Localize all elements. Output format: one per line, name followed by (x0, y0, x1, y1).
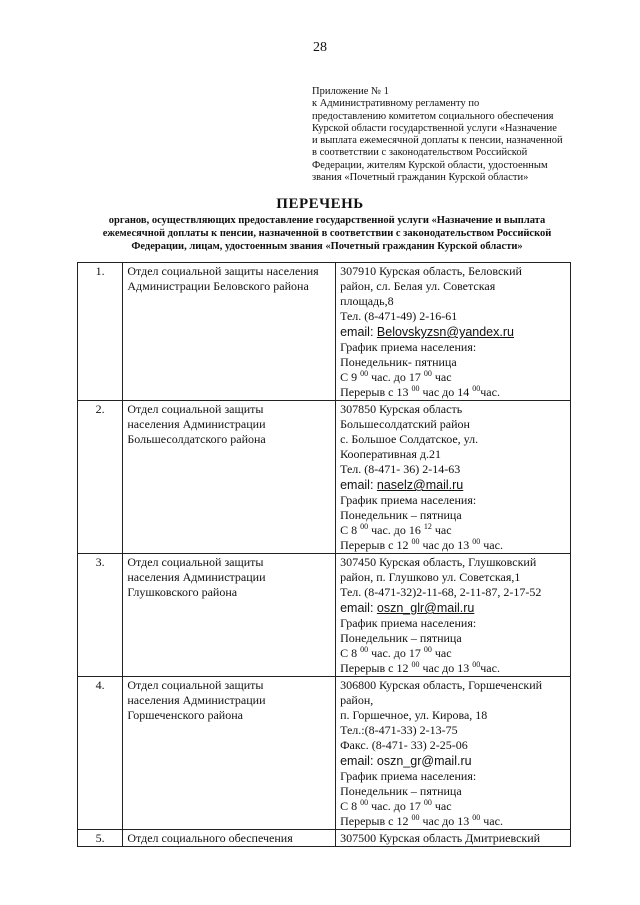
table-row (78, 401, 571, 554)
schedule-line: Понедельник – пятница (340, 508, 462, 522)
hours-minutes: 00 (423, 369, 432, 378)
break-hours (340, 385, 566, 400)
break-text: час до 13 (419, 538, 473, 552)
working-hours (340, 646, 566, 661)
organization-cell (123, 677, 336, 830)
hours-text: С 8 (340, 523, 361, 537)
organization-line: Глушковского района (127, 585, 238, 599)
address-cell (336, 263, 571, 401)
hours-minutes: 00 (360, 369, 369, 378)
address-line: район, сл. Белая ул. Советская (340, 279, 496, 293)
appendix-line: Приложение № 1 (312, 86, 389, 97)
break-text: час до 14 (419, 385, 473, 399)
break-text: час. (480, 661, 500, 675)
row-number: 5. (78, 830, 123, 847)
organization-line: Отдел социального обеспечения (127, 831, 293, 845)
phone-line: Тел. (8-471-49) 2-16-61 (340, 309, 458, 323)
break-text: час. (480, 385, 500, 399)
organization-line: Большесолдатского района (127, 432, 266, 446)
working-hours (340, 370, 566, 385)
hours-text: час (431, 799, 452, 813)
address-line: 307500 Курская область Дмитриевский (340, 831, 541, 845)
break-text: Перерыв с 12 (340, 661, 412, 675)
hours-minutes: 00 (423, 798, 432, 807)
appendix-line: и выплата ежемесячной доплаты к пенсии, назначенной (312, 135, 563, 147)
email-link[interactable]: Belovskyzsn@yandex.ru (376, 325, 514, 339)
break-hours (340, 661, 566, 676)
address-line: Большесолдатский район (340, 417, 470, 431)
address-line: 307910 Курская область, Беловский (340, 264, 522, 278)
break-hours (340, 538, 566, 553)
email-link[interactable]: naselz@mail.ru (376, 478, 464, 492)
break-hours (340, 814, 566, 829)
organization-line: Отдел социальной защиты (127, 678, 264, 692)
break-text: Перерыв с 12 (340, 814, 412, 828)
address-cell (336, 554, 571, 677)
table-row (78, 263, 571, 401)
appendix-line: звания «Почетный гражданин Курской области» (312, 172, 529, 184)
email-link[interactable]: oszn_gr@mail.ru (376, 754, 472, 768)
appendix-line: Федерации, жителям Курской области, удостоенным (312, 159, 548, 171)
break-text: Перерыв с 12 (340, 538, 412, 552)
email-label: email: (340, 754, 377, 768)
organization-line: Горшеченского района (127, 708, 243, 722)
phone-line: Тел. (8-471- 36) 2-14-63 (340, 462, 461, 476)
address-line: Кооперативная д.21 (340, 447, 441, 461)
organization-cell (123, 554, 336, 677)
row-number: 4. (78, 677, 123, 830)
row-number: 2. (78, 401, 123, 554)
organization-cell (123, 401, 336, 554)
appendix-line: к Административному регламенту по (312, 98, 480, 110)
organization-line: населения Администрации (127, 417, 266, 431)
schedule-line: График приема населения: (340, 340, 477, 354)
address-cell (336, 677, 571, 830)
phone-line: Тел.:(8-471-33) 2-13-75 (340, 723, 458, 737)
break-minutes: 00 (472, 384, 481, 393)
subtitle-line: Федерации, лицам, удостоенным звания «Почетный гражданин Курской области» (131, 241, 523, 252)
break-text: час. (480, 814, 503, 828)
organization-line: Отдел социальной защиты (127, 555, 264, 569)
document-title: ПЕРЕЧЕНЬ (276, 196, 364, 212)
hours-text: час (431, 523, 452, 537)
address-cell (336, 830, 571, 847)
address-line: 306800 Курская область, Горшеченский (340, 678, 543, 692)
hours-text: час (431, 370, 452, 384)
organization-line: Отдел социальной защиты (127, 402, 264, 416)
break-minutes: 00 (472, 813, 481, 822)
organization-line: населения Администрации (127, 570, 266, 584)
email-line (340, 753, 566, 769)
address-line: 307450 Курская область, Глушковский (340, 555, 537, 569)
address-line: район, п. Глушково ул. Советская,1 (340, 570, 521, 584)
address-line: 307850 Курская область (340, 402, 463, 416)
address-line: п. Горшечное, ул. Кирова, 18 (340, 708, 488, 722)
subtitle-line: органов, осуществляющих предоставление государственной услуги «Назначение и выплата (108, 215, 546, 226)
row-number: 3. (78, 554, 123, 677)
organization-line: населения Администрации (127, 693, 266, 707)
table-row (78, 677, 571, 830)
document-subtitle (92, 214, 562, 253)
hours-text: С 8 (340, 646, 361, 660)
hours-minutes: 12 (423, 522, 432, 531)
hours-minutes: 00 (423, 645, 432, 654)
hours-minutes: 00 (360, 645, 369, 654)
schedule-line: График приема населения: (340, 493, 477, 507)
hours-text: час. до 16 (368, 523, 424, 537)
appendix-line: в соответствии с законодательством Российской (312, 147, 528, 159)
address-line: площадь,8 (340, 294, 394, 308)
break-minutes: 00 (411, 660, 420, 669)
break-minutes: 00 (472, 660, 481, 669)
hours-text: час (431, 646, 452, 660)
break-minutes: 00 (411, 384, 420, 393)
appendix-line: предоставлению комитетом социального обеспечения (312, 110, 554, 122)
hours-text: час. до 17 (368, 646, 424, 660)
working-hours (340, 523, 566, 538)
email-line (340, 600, 566, 616)
email-label: email: (340, 478, 377, 492)
break-minutes: 00 (411, 537, 420, 546)
email-link[interactable]: oszn_glr@mail.ru (376, 601, 475, 615)
hours-text: час. до 17 (368, 799, 424, 813)
address-cell (336, 401, 571, 554)
organization-line: Отдел социальной защиты населения (127, 264, 319, 278)
schedule-line: График приема населения: (340, 616, 477, 630)
break-text: час. (480, 538, 503, 552)
break-text: час до 13 (419, 661, 473, 675)
address-line: район, (340, 693, 374, 707)
hours-minutes: 00 (360, 522, 369, 531)
subtitle-line: ежемесячной доплаты к пенсии, назначенной в соответствии с законодательством Российской (102, 228, 552, 239)
appendix-line: Курской области государственной услуги «Назначение (312, 122, 557, 134)
schedule-line: Понедельник – пятница (340, 784, 462, 798)
hours-minutes: 00 (360, 798, 369, 807)
address-line: с. Большое Солдатское, ул. (340, 432, 479, 446)
hours-text: С 8 (340, 799, 361, 813)
row-number: 1. (78, 263, 123, 401)
break-minutes: 00 (472, 537, 481, 546)
phone-line: Тел. (8-471-32)2-11-68, 2-11-87, 2-17-52 (340, 585, 542, 599)
appendix-note (312, 86, 584, 184)
schedule-line: Понедельник – пятница (340, 631, 462, 645)
schedule-line: График приема населения: (340, 769, 477, 783)
organization-line: Администрации Беловского района (127, 279, 309, 293)
email-label: email: (340, 601, 377, 615)
table-row (78, 554, 571, 677)
table-row (78, 830, 571, 847)
break-text: Перерыв с 13 (340, 385, 412, 399)
break-minutes: 00 (411, 813, 420, 822)
organization-cell (123, 263, 336, 401)
email-line (340, 477, 566, 493)
schedule-line: Понедельник- пятница (340, 355, 457, 369)
organizations-table (77, 262, 571, 847)
hours-text: С 9 (340, 370, 361, 384)
page-number: 28 (313, 40, 327, 55)
organization-cell (123, 830, 336, 847)
working-hours (340, 799, 566, 814)
email-label: email: (340, 325, 377, 339)
email-line (340, 324, 566, 340)
break-text: час до 13 (419, 814, 473, 828)
hours-text: час. до 17 (368, 370, 424, 384)
fax-line: Факс. (8-471- 33) 2-25-06 (340, 738, 468, 752)
